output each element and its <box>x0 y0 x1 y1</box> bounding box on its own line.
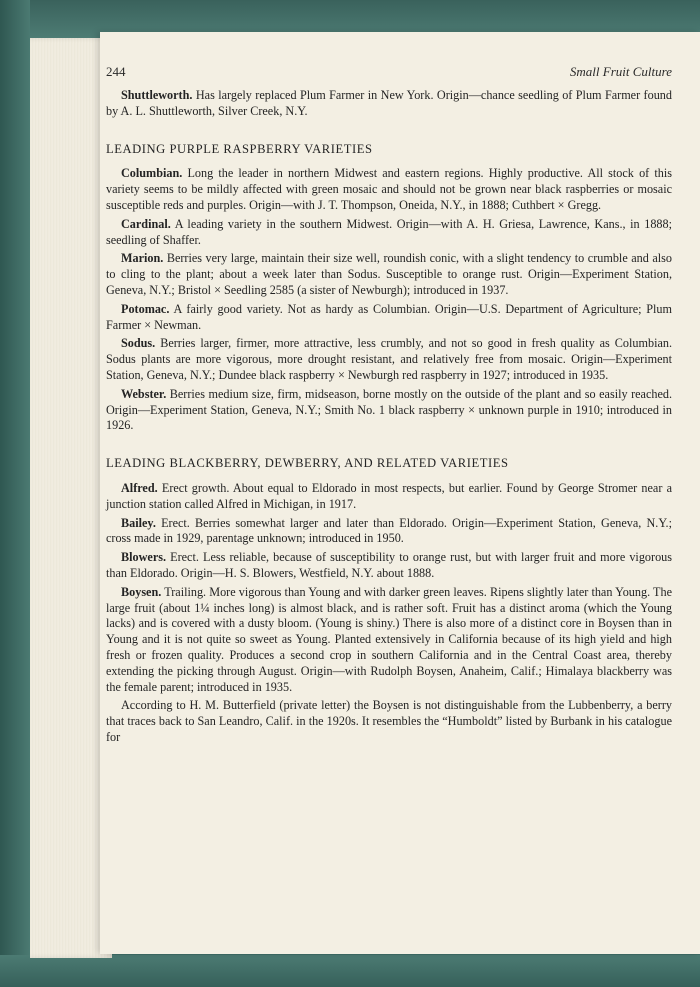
page-content <box>106 88 672 746</box>
variety-description: Berries medium size, firm, midseason, borne mostly on the outside of the plant and so easily reached. Origin—Experiment Station, Geneva, N.Y.; Smith No. 1 black raspberry × unknown purple in 1910; introduced in 1926. <box>106 386 672 433</box>
variety-name: Sodus. <box>121 336 156 351</box>
variety-entry-sodus <box>106 336 672 383</box>
page-header <box>106 64 672 80</box>
variety-description: Berries very large, maintain their size well, roundish conic, with a slight tendency to crumble and also to cling to the plant; about a week later than Sodus. Susceptible to orange rust. Origin—Experiment Station, Geneva, N.Y.; Bristol × Seedling 2585 (a sister of Newburgh); introduced in 1937. <box>106 251 672 297</box>
variety-entry-marion <box>106 251 672 298</box>
variety-description: Has largely replaced Plum Farmer in New York. Origin—chance seedling of Plum Farmer found by A. L. Shuttleworth, Silver Creek, N.Y. <box>106 88 672 118</box>
variety-entry-blowers <box>106 550 672 582</box>
variety-name: Marion. <box>121 251 164 266</box>
variety-description: Berries larger, firmer, more attractive, less crumbly, and not so good in fresh quality as Columbian. Sodus plants are more vigorous, more drought resistant, and relatively free from mosaic. Origin—Experiment Station, Geneva, N.Y.; Dundee black raspberry × Newburgh red raspberry in 1927; introduced in 1935. <box>106 336 672 382</box>
variety-description: Long the leader in northern Midwest and eastern regions. Highly productive. All stock of this variety seems to be mildly affected with green mosaic and should not be grown near black raspberries or mosaic susceptible reds and purples. Origin—with J. T. Thompson, Oneida, N.Y., in 1888; Cuthbert × Gregg. <box>106 166 672 212</box>
variety-entry-bailey <box>106 516 672 548</box>
variety-entry-alfred <box>106 481 672 513</box>
paragraph-text: According to H. M. Butterfield (private letter) the Boysen is not distinguishable from the Lubbenberry, a berry that traces back to San Leandro, Calif. in the 1920s. It resembles the “Humboldt” listed by Burbank in his catalogue for <box>106 698 672 744</box>
book-cover-left <box>0 0 30 987</box>
variety-entry-webster <box>106 387 672 434</box>
variety-entry-cardinal <box>106 217 672 249</box>
running-head: Small Fruit Culture <box>569 64 672 79</box>
variety-description: A leading variety in the southern Midwest. Origin—with A. H. Griesa, Lawrence, Kans., in 1888; seedling of Shaffer. <box>106 216 672 247</box>
variety-entry-boysen <box>106 585 672 696</box>
variety-entry-shuttleworth <box>106 88 672 120</box>
variety-name: Shuttleworth. <box>121 88 193 102</box>
variety-name: Boysen. <box>121 584 162 599</box>
book-cover-bottom <box>0 955 700 987</box>
page-number: 244 <box>106 64 126 79</box>
variety-name: Bailey. <box>121 515 156 530</box>
variety-name: Alfred. <box>121 480 158 495</box>
paragraph-boysen-note <box>106 698 672 745</box>
variety-name: Blowers. <box>121 550 167 565</box>
variety-entry-columbian <box>106 166 672 213</box>
variety-description: Erect growth. About equal to Eldorado in most respects, but earlier. Found by George Stromer near a junction station called Alfred in Michigan, in 1917. <box>106 480 672 511</box>
section-heading-blackberry: LEADING BLACKBERRY, DEWBERRY, AND RELATED VARIETIES <box>106 456 509 471</box>
variety-entry-potomac <box>106 302 672 334</box>
variety-name: Webster. <box>121 386 167 401</box>
variety-description: Erect. Berries somewhat larger and later than Eldorado. Origin—Experiment Station, Geneva, N.Y.; cross made in 1929, parentage unknown; introduced in 1950. <box>106 515 672 546</box>
variety-description: Trailing. More vigorous than Young and with darker green leaves. Ripens slightly later than Young. The large fruit (about 1¼ inches long) is almost black, and is rather soft. Fruit has a distinct aroma (which the Young lacks) and is covered with a dusty bloom. (Young is shiny.) There is also more of a distinct core in Boysen than in Young and it is not quite so sweet as Young. Planted extensively in California because of its high yield and high fresh or frozen quality. Produces a second crop in southern California and in the Central Coast area, thereby extending the picking through August. Origin—with Rudolph Boysen, Anaheim, Calif.; Himalaya blackberry was the female parent; introduced in 1935. <box>106 584 672 694</box>
variety-description: Erect. Less reliable, because of susceptibility to orange rust, but with larger fruit and more vigorous than Eldorado. Origin—H. S. Blowers, Westfield, N.Y. about 1888. <box>106 550 672 580</box>
section-heading-purple-raspberry: LEADING PURPLE RASPBERRY VARIETIES <box>106 141 373 156</box>
variety-description: A fairly good variety. Not as hardy as Columbian. Origin—U.S. Department of Agriculture; Plum Farmer × Newman. <box>106 301 672 332</box>
variety-name: Cardinal. <box>121 216 171 231</box>
variety-name: Potomac. <box>121 301 170 316</box>
variety-name: Columbian. <box>121 166 183 181</box>
